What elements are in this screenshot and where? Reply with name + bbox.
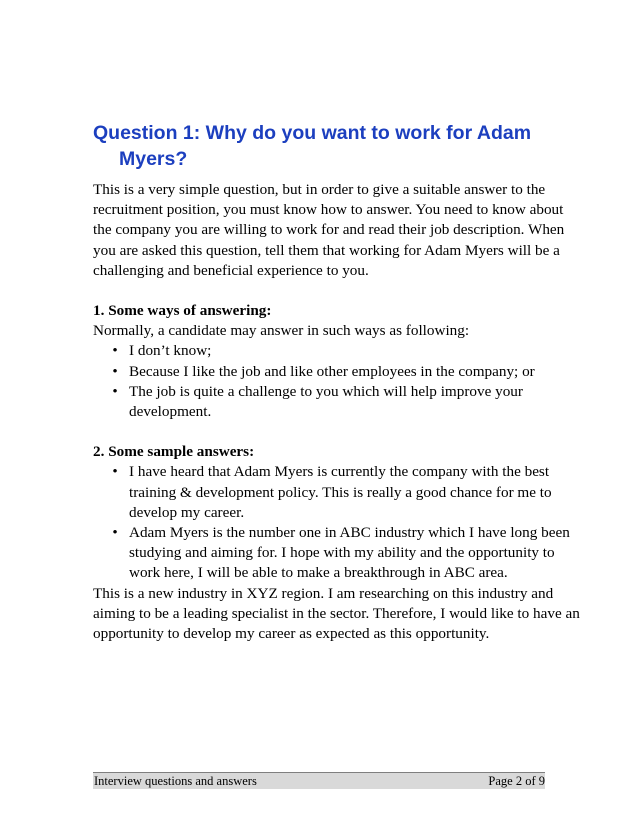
list-item bbox=[112, 362, 583, 382]
list-item-text: I don’t know; bbox=[129, 342, 212, 360]
spacer bbox=[93, 281, 583, 301]
section-2-title: 2. Some sample answers: bbox=[93, 443, 255, 461]
bullet-icon: • bbox=[112, 362, 118, 380]
section-1-title: 1. Some ways of answering: bbox=[93, 302, 272, 320]
list-item bbox=[112, 382, 583, 422]
list-item bbox=[112, 523, 583, 584]
page-number: Page 2 of 9 bbox=[488, 774, 545, 788]
bullet-icon: • bbox=[112, 524, 118, 542]
page-footer bbox=[93, 772, 545, 789]
list-item bbox=[112, 341, 583, 361]
list-item-text: Adam Myers is the number one in ABC industry which I have long been studying and aiming for. I hope with my ability and the opportunity to work here, I will be able to make a breakthrough in ABC area. bbox=[129, 524, 570, 582]
question-heading: Question 1: Why do you want to work for Adam Myers? bbox=[93, 122, 532, 170]
bullet-icon: • bbox=[112, 342, 118, 360]
section-2-list bbox=[93, 462, 583, 583]
list-item bbox=[112, 462, 583, 523]
intro-paragraph: This is a very simple question, but in order to give a suitable answer to the recruitment position, you must know how to answer. You need to know about the company you are willing to work for and read their job description. When you are asked this question, tell them that working for Adam Myers will be a challenging and beneficial experience to you. bbox=[93, 181, 565, 279]
footer-title: Interview questions and answers bbox=[94, 774, 257, 788]
list-item-text: Because I like the job and like other employees in the company; or bbox=[129, 362, 535, 380]
section-1-lead: Normally, a candidate may answer in such ways as following: bbox=[93, 322, 470, 340]
spacer bbox=[93, 422, 583, 442]
section-2-closing: This is a new industry in XYZ region. I am researching on this industry and aiming to be a leading specialist in the sector. Therefore, I would like to have an opportunity to develop my career as expected as this opportunity. bbox=[93, 584, 580, 643]
document-body bbox=[93, 180, 583, 644]
list-item-text: The job is quite a challenge to you which will help improve your development. bbox=[129, 382, 523, 421]
bullet-icon: • bbox=[112, 463, 118, 481]
list-item-text: I have heard that Adam Myers is currently the company with the best training & development policy. This is really a good chance for me to develop my career. bbox=[129, 463, 552, 521]
bullet-icon: • bbox=[112, 382, 118, 400]
section-1-list bbox=[93, 341, 583, 422]
